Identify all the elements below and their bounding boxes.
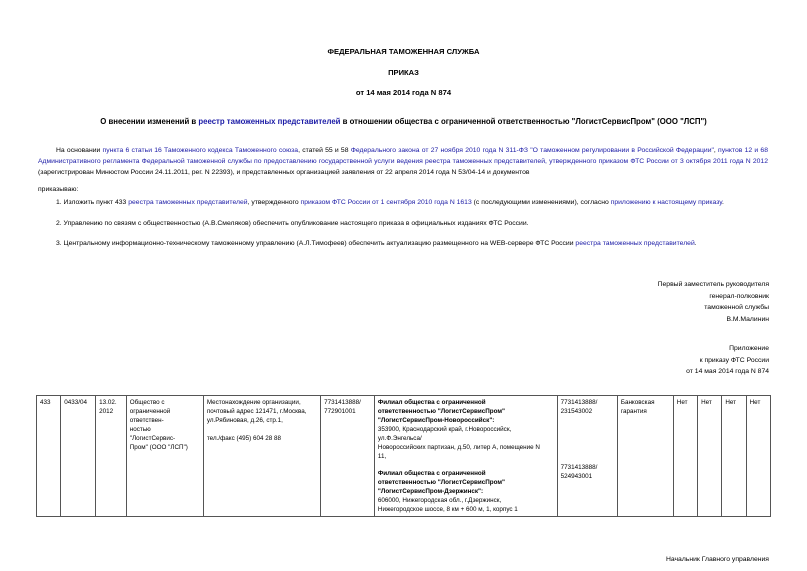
item1-order-link[interactable]: приказом ФТС России от 1 сентября 2010 года N 1613: [300, 199, 472, 206]
branch1-name: Филиал общества с ограниченной ответственностью "ЛогистСервисПром" "ЛогистСервисПром-Новороссийск":: [377, 399, 505, 424]
signature-line-1: Первый заместитель руководителя: [657, 281, 769, 288]
item1-text-1: 1. Изложить пункт 433: [56, 199, 129, 206]
item3-registry-link[interactable]: реестра таможенных представителей: [575, 240, 695, 247]
cell-org-name: Общество с ограниченной ответствен- ностью "ЛогистСервис- Пром" (ООО "ЛСП"): [126, 396, 203, 517]
regulation-link[interactable]: пунктов 12 и 68 Административного регламента Федеральной таможенной службы по предоставлению государственной услуги ведения реестра таможенных представителей, утвержденного приказом ФТС России от 3 октября 2011 года N 2012: [38, 147, 768, 165]
appendix-line-3: от 14 мая 2014 года N 874: [686, 368, 769, 375]
cell-guarantee: Банковская гарантия: [617, 396, 673, 517]
item1-text-4: .: [722, 199, 724, 206]
preamble-text-1: На основании: [56, 147, 103, 154]
order-word: приказываю:: [38, 186, 79, 193]
item1-text-3: (с последующими изменениями), согласно: [471, 199, 611, 206]
appendix-block: [686, 343, 769, 378]
title-pre: О внесении изменений в: [100, 117, 199, 126]
item1-registry-link[interactable]: реестра таможенных представителей: [128, 199, 248, 206]
doc-type: ПРИКАЗ: [388, 68, 419, 77]
cell-flag-1: Нет: [673, 396, 697, 517]
cell-branches: [374, 396, 557, 517]
item-3: [56, 238, 768, 249]
branch1-address: 353900, Краснодарский край, г.Новороссийск, ул.Ф.Энгельса/ Новороссийских партизан, д.50, литер А, помещение N 11,: [377, 426, 540, 460]
doc-date-number: от 14 мая 2014 года N 874: [355, 88, 452, 97]
preamble: [38, 145, 768, 178]
preamble-text-3: ,: [713, 147, 719, 154]
branch2-inn: 7731413888/ 524943001: [560, 464, 598, 480]
cell-number: 433: [37, 396, 61, 517]
cell-reg-no: 0433/04: [61, 396, 96, 517]
customs-code-link[interactable]: пункта 6 статьи 16 Таможенного кодекса Таможенного союза: [102, 147, 299, 154]
preamble-text-4: (зарегистрирован Минюстом России 24.11.2011, рег. N 22393), и представленных организацией заявления от 22 апреля 2014 года N 53/04-14 и документов: [38, 169, 530, 176]
item-1: [56, 197, 768, 208]
signature-line-2: генерал-полковник: [709, 292, 769, 300]
branch1-inn: 7731413888/ 231543002: [560, 399, 598, 415]
signature-line-4: В.М.Малинин: [726, 315, 769, 323]
cell-inn-kpp: 7731413888/ 772901001: [321, 396, 375, 517]
cell-date: 13.02. 2012: [96, 396, 127, 517]
document-title: [0, 117, 807, 126]
cell-branch-inn: [557, 396, 617, 517]
footer-title: Начальник Главного управления: [665, 556, 769, 563]
agency-title: ФЕДЕРАЛЬНАЯ ТАМОЖЕННАЯ СЛУЖБА: [327, 47, 480, 56]
appendix-line-1: Приложение: [729, 345, 769, 352]
federal-law-link[interactable]: Федерального закона от 27 ноября 2010 года N 311-ФЗ "О таможенном регулировании в Российской Федерации": [350, 147, 714, 154]
title-registry-link[interactable]: реестр таможенных представителей: [198, 117, 341, 126]
item-2: 2. Управлению по связям с общественностью (А.В.Смеляков) обеспечить опубликование настоящего приказа в официальных изданиях ФТС России.: [56, 220, 529, 227]
title-post: в отношении общества с ограниченной ответственностью "ЛогистСервисПром" (ООО "ЛСП"): [340, 117, 707, 126]
item1-text-2: , утвержденного: [247, 199, 301, 206]
cell-flag-4: Нет: [746, 396, 770, 517]
cell-flag-3: Нет: [722, 396, 746, 517]
branch2-name: Филиал общества с ограниченной ответственностью "ЛогистСервисПром" "ЛогистСервисПром-Дзержинск":: [377, 470, 505, 495]
branch2-address: 606000, Нижегородская обл., г.Дзержинск, Нижегородское шоссе, 8 км + 600 м, 1, корпус 1: [377, 497, 518, 513]
signature-line-3: таможенной службы: [704, 304, 769, 311]
preamble-text-2: , статей 55 и 58: [298, 147, 351, 154]
item3-text-1: 3. Центральному информационно-техническому таможенному управлению (А.Л.Тимофеев) обеспечить актуализацию размещенного на WEB-сервере ФТС России: [56, 240, 576, 247]
table-row: [37, 396, 771, 517]
cell-address: Местонахождение организации, почтовый адрес 121471, г.Москва, ул.Рябиновая, д.26, стр.1, тел./факс (495) 604 28 88: [203, 396, 320, 517]
cell-flag-2: Нет: [698, 396, 722, 517]
registry-table: [36, 395, 771, 517]
item1-appendix-link[interactable]: приложению к настоящему приказу: [610, 199, 722, 206]
appendix-line-2: к приказу ФТС России: [699, 356, 769, 364]
item3-text-2: .: [694, 240, 697, 247]
signature-block: [658, 279, 769, 325]
